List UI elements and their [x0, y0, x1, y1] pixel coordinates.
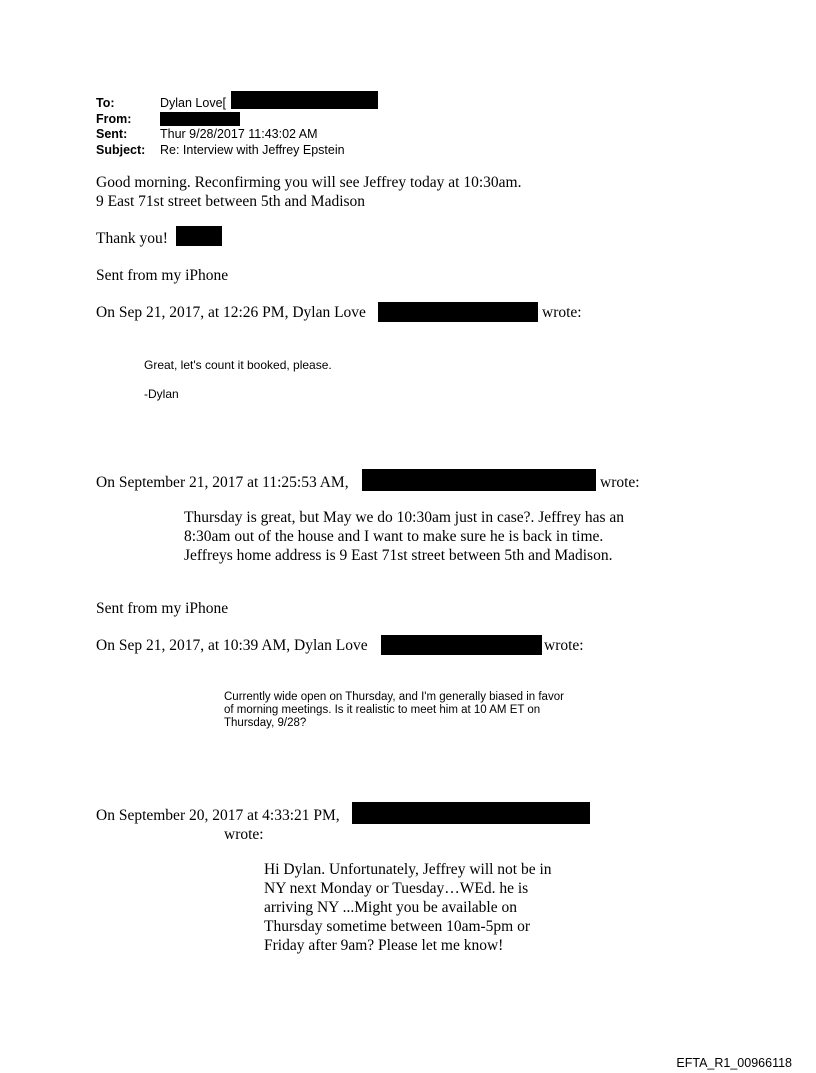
sent-from-iphone: Sent from my iPhone: [96, 267, 229, 284]
quote4-text: Hi Dylan. Unfortunately, Jeffrey will not be in NY next Monday or Tuesday…WEd. he is arriving NY ...Might you be available on Thursday sometime between 10am-5pm or Friday after 9am? Please let me know!: [264, 861, 552, 954]
redaction-from: [160, 112, 240, 126]
quote2-wrote: wrote:: [600, 474, 640, 491]
quote1-text-2: -Dylan: [144, 387, 179, 401]
thanks-text: Thank you!: [96, 230, 168, 247]
sent-value: Thur 9/28/2017 11:43:02 AM: [160, 127, 318, 141]
quote1-text-1: Great, let's count it booked, please.: [144, 358, 332, 372]
document-id: EFTA_R1_00966118: [676, 1056, 792, 1070]
sent-from-iphone-2: Sent from my iPhone: [96, 600, 229, 617]
quote3-attribution: On Sep 21, 2017, at 10:39 AM, Dylan Love: [96, 637, 368, 654]
quote2-text: Thursday is great, but May we do 10:30am just in case?. Jeffrey has an 8:30am out of the house and I want to make sure he is back in time. Jeffreys home address is 9 East 71st street between 5th and Madison.: [184, 509, 625, 564]
quote4-attribution: On September 20, 2017 at 4:33:21 PM,: [96, 807, 340, 824]
to-value: Dylan Love[: [160, 96, 227, 110]
redaction-quote1-email: [378, 302, 538, 322]
body-line-2: 9 East 71st street between 5th and Madison: [96, 193, 366, 210]
redaction-quote4-sender: [352, 802, 590, 824]
quote4-wrote: wrote:: [224, 826, 264, 843]
redaction-quote2-sender: [362, 469, 596, 491]
quote3-text: Currently wide open on Thursday, and I'm generally biased in favor of morning meetings. Is it realistic to meet him at 10 AM ET on Thursday, 9/28?: [224, 691, 564, 729]
sent-label: Sent:: [96, 127, 128, 141]
redaction-to: [231, 91, 378, 109]
from-label: From:: [96, 112, 132, 126]
body-line-1: Good morning. Reconfirming you will see Jeffrey today at 10:30am.: [96, 174, 522, 191]
quote3-wrote: wrote:: [544, 637, 584, 654]
quote2-attribution: On September 21, 2017 at 11:25:53 AM,: [96, 474, 349, 491]
redaction-signature: [176, 226, 222, 246]
redaction-quote3-email: [381, 635, 542, 655]
quote1-attribution: On Sep 21, 2017, at 12:26 PM, Dylan Love: [96, 304, 366, 321]
subject-value: Re: Interview with Jeffrey Epstein: [160, 143, 345, 157]
quote1-wrote: wrote:: [542, 304, 582, 321]
to-label: To:: [96, 96, 115, 110]
subject-label: Subject:: [96, 143, 146, 157]
